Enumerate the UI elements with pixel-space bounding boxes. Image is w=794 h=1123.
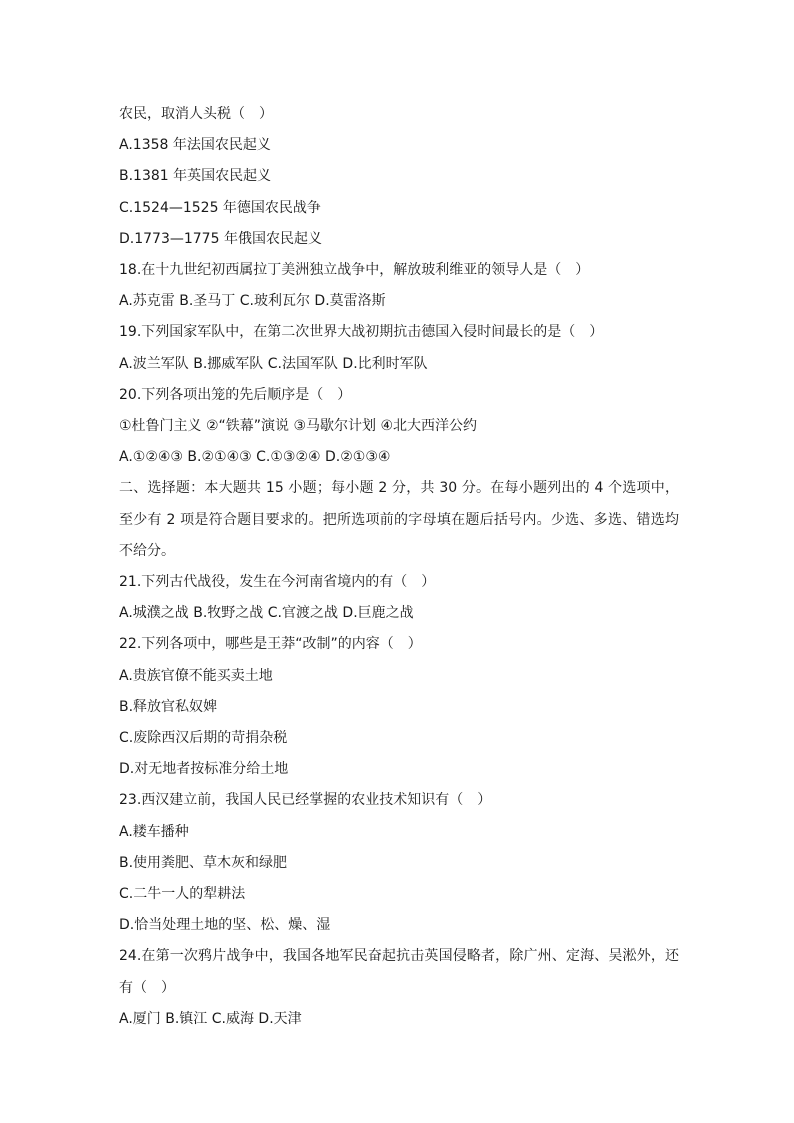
option-line: B.释放官私奴婢 [119, 698, 218, 715]
option-line: D.1773—1775 年俄国农民起义 [119, 230, 322, 247]
option-line: A.贵族官僚不能买卖土地 [119, 667, 273, 684]
question-20: 20.下列各项出笼的先后顺序是（ ） [119, 386, 352, 403]
option-line: D.对无地者按标准分给土地 [119, 761, 289, 778]
exam-content [119, 99, 679, 1035]
question-18: 18.在十九世纪初西属拉丁美洲独立战争中，解放玻利维亚的领导人是（ ） [119, 262, 590, 279]
option-line: A.耧车播种 [119, 823, 189, 840]
option-line: C.1524—1525 年德国农民战争 [119, 199, 321, 216]
question-21: 21.下列古代战役，发生在今河南省境内的有（ ） [119, 574, 436, 591]
option-line: C.废除西汉后期的苛捐杂税 [119, 730, 288, 747]
section-two-instructions: 二、选择题：本大题共 15 小题；每小题 2 分，共 30 分。在每小题列出的 4 个选项中，至少有 2 项是符合题目要求的。把所选项前的字母填在题后括号内。少选、多选、错选均不给分。 [119, 480, 679, 559]
option-line: D.恰当处理土地的坚、松、燥、湿 [119, 917, 331, 934]
option-line: A.苏克雷 B.圣马丁 C.玻利瓦尔 D.莫雷洛斯 [119, 293, 386, 310]
option-line: A.①②④③ B.②①④③ C.①③②④ D.②①③④ [119, 449, 391, 466]
option-line: A.1358 年法国农民起义 [119, 137, 271, 154]
option-line: A.波兰军队 B.挪威军队 C.法国军队 D.比利时军队 [119, 355, 428, 372]
option-line: B.使用粪肥、草木灰和绿肥 [119, 854, 288, 871]
question-19: 19.下列国家军队中，在第二次世界大战初期抗击德国入侵时间最长的是（ ） [119, 324, 604, 341]
option-line: B.1381 年英国农民起义 [119, 168, 272, 185]
text-line: 农民，取消人头税（ ） [119, 106, 273, 122]
option-line: A.城濮之战 B.牧野之战 C.官渡之战 D.巨鹿之战 [119, 605, 414, 622]
option-line: C.二牛一人的犁耕法 [119, 886, 246, 903]
option-line: A.厦门 B.镇江 C.威海 D.天津 [119, 1010, 302, 1027]
item-list-line: ①杜鲁门主义 ②“铁幕”演说 ③马歇尔计划 ④北大西洋公约 [119, 418, 478, 435]
question-22: 22.下列各项中，哪些是王莽“改制”的内容（ ） [119, 636, 422, 653]
question-23: 23.西汉建立前，我国人民已经掌握的农业技术知识有（ ） [119, 792, 492, 809]
question-24: 24.在第一次鸦片战争中，我国各地军民奋起抗击英国侵略者，除广州、定海、吴淞外，还有（ ） [119, 948, 679, 996]
